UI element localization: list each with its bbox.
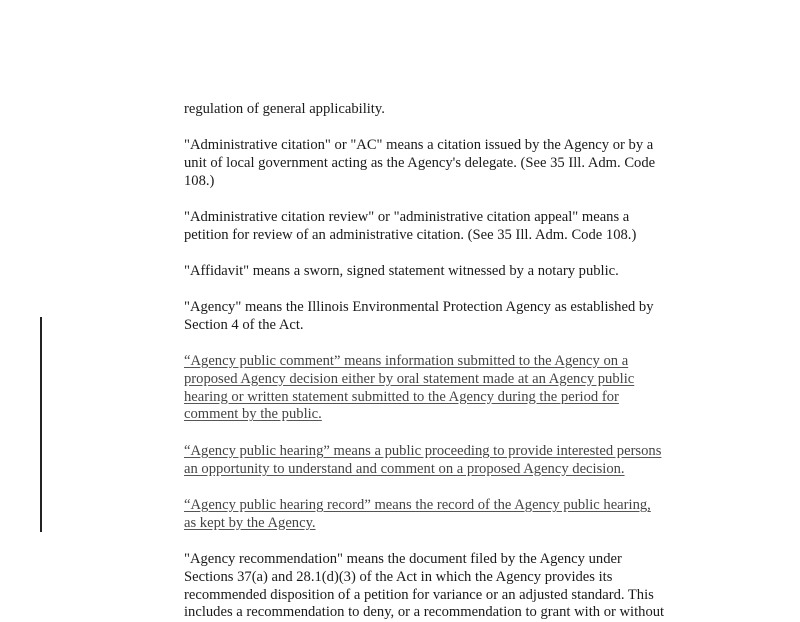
text-line: "Agency recommendation" means the document filed by the Agency under (184, 551, 622, 567)
text-line: an opportunity to understand and comment on a proposed Agency decision. (184, 460, 625, 477)
paragraph-affidavit (184, 263, 704, 281)
paragraph-administrative-citation (184, 137, 704, 190)
text-line: Section 4 of the Act. (184, 316, 304, 333)
revision-change-bar (40, 317, 42, 532)
text-line: 108.) (184, 172, 215, 189)
text-line: comment by the public. (184, 406, 322, 423)
text-line: petition for review of an administrative citation. (See 35 Ill. Adm. Code 108.) (184, 226, 637, 243)
text-line: "Affidavit" means a sworn, signed statement witnessed by a notary public. (184, 263, 619, 279)
paragraph-agency-public-comment-inserted (184, 353, 704, 424)
text-line: as kept by the Agency. (184, 514, 316, 531)
text-line: “Agency public comment” means information submitted to the Agency on a (184, 353, 629, 369)
paragraph-agency-recommendation (184, 551, 704, 622)
text-line: unit of local government acting as the Agency's delegate. (See 35 Ill. Adm. Code (184, 154, 656, 171)
text-line: hearing or written statement submitted to the Agency during the period for (184, 388, 619, 405)
paragraph-administrative-citation-review (184, 209, 704, 245)
text-line: "Agency" means the Illinois Environmental Protection Agency as established by (184, 299, 654, 315)
paragraph-agency-public-hearing-record-inserted (184, 497, 704, 533)
paragraph-regulation-tail (184, 101, 704, 119)
text-line: "Administrative citation review" or "administrative citation appeal" means a (184, 209, 630, 225)
paragraph-agency-public-hearing-inserted (184, 443, 704, 479)
paragraph-agency (184, 299, 704, 335)
text-line: Sections 37(a) and 28.1(d)(3) of the Act in which the Agency provides its (184, 568, 613, 585)
text-line: regulation of general applicability. (184, 101, 385, 117)
text-line: “Agency public hearing” means a public proceeding to provide interested persons (184, 443, 662, 459)
text-line: "Administrative citation" or "AC" means a citation issued by the Agency or by a (184, 137, 654, 153)
text-line: proposed Agency decision either by oral statement made at an Agency public (184, 370, 635, 387)
text-line: “Agency public hearing record” means the record of the Agency public hearing, (184, 497, 651, 513)
text-line: recommended disposition of a petition for variance or an adjusted standard. This (184, 586, 654, 603)
text-line: includes a recommendation to deny, or a recommendation to grant with or without (184, 604, 665, 621)
